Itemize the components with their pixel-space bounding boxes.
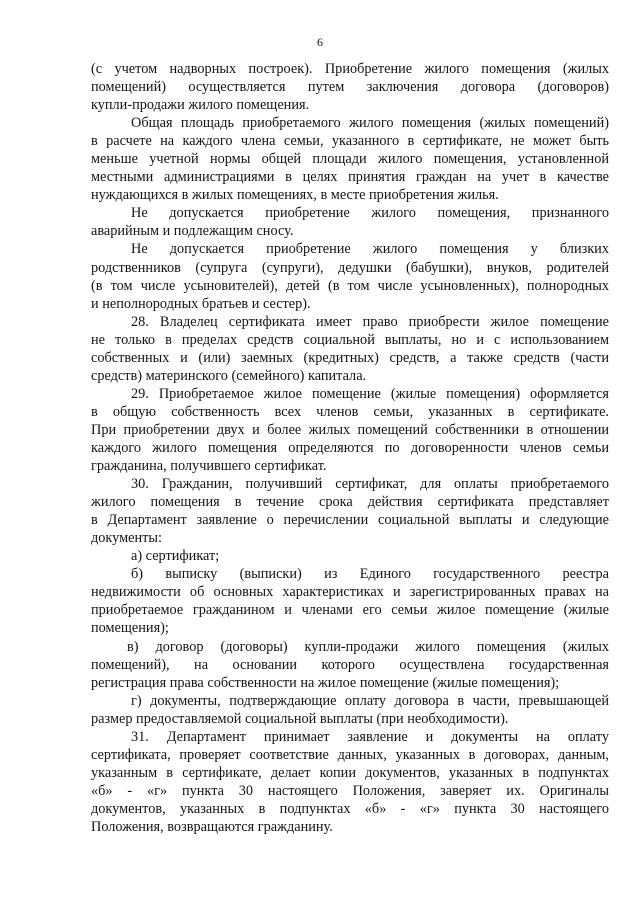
text-line: гражданина, получившего сертификат. <box>91 458 327 475</box>
document-body <box>91 60 609 836</box>
text-line: При приобретении двух и более жилых помещений собственники в отношении <box>91 421 609 438</box>
text-line: документов, указанных в подпунктах «б» - «г» пункта 30 настоящего <box>91 800 609 817</box>
text-line: сертификата, проверяет соответствие данных, указанных в договорах, данным, <box>91 746 609 763</box>
paragraph <box>91 475 609 547</box>
text-line: Общая площадь приобретаемого жилого помещения (жилых помещений) <box>131 115 609 132</box>
text-line: размер предоставляемой социальной выплаты (при необходимости). <box>91 710 509 727</box>
paragraph <box>91 60 609 114</box>
text-line: «б» - «г» пункта 30 настоящего Положения, заверяет их. Оригиналы <box>91 782 609 799</box>
text-line: 31. Департамент принимает заявление и документы на оплату <box>131 728 609 745</box>
text-line: б) выписку (выписки) из Единого государственного реестра <box>131 566 609 583</box>
page-number: 6 <box>317 35 323 49</box>
text-line: местными администрациями в целях принятия граждан на учет в качестве <box>91 169 609 186</box>
text-line: Не допускается приобретение жилого помещения у близких <box>131 241 609 258</box>
text-line: и неполнородных братьев и сестер). <box>91 295 311 312</box>
text-line: 30. Гражданин, получивший сертификат, для оплаты приобретаемого <box>131 476 609 493</box>
paragraph <box>91 692 609 728</box>
text-line: средств) материнского (семейного) капитала. <box>91 367 367 384</box>
paragraph <box>91 638 609 692</box>
text-line: приобретаемое гражданином и членами его семьи жилое помещение (жилые <box>91 602 609 619</box>
paragraph <box>91 565 609 637</box>
text-line: Положения, возвращаются гражданину. <box>91 818 333 835</box>
text-line: 28. Владелец сертификата имеет право приобрести жилое помещение <box>131 313 609 330</box>
text-line: г) документы, подтверждающие оплату договора в части, превышающей <box>131 692 609 709</box>
text-line: не только в пределах средств социальной выплаты, но и с использованием <box>91 331 609 348</box>
text-line: помещений) осуществляется путем заключения договора (договоров) <box>91 79 609 96</box>
text-line: в общую собственность всех членов семьи, указанных в сертификате. <box>91 403 609 420</box>
text-line: указанным в сертификате, делает копии документов, указанных в подпунктах <box>91 764 609 781</box>
text-line: в) договор (договоры) купли-продажи жилого помещения (жилых <box>127 638 609 655</box>
text-line: регистрация права собственности на жилое помещение (жилые помещения); <box>91 674 560 691</box>
paragraph <box>91 728 609 836</box>
paragraph <box>91 385 609 475</box>
text-line: меньше учетной нормы общей площади жилого помещения, установленной <box>91 151 609 168</box>
text-line: (в том числе усыновителей), детей (в том числе усыновленных), полнородных <box>91 277 609 294</box>
text-line: жилого помещения в течение срока действия сертификата представляет <box>91 494 609 511</box>
paragraph <box>91 114 609 204</box>
text-line: а) сертификат; <box>131 548 220 565</box>
text-line: в Департамент заявление о перечислении социальной выплаты и следующие <box>91 512 609 529</box>
text-line: собственных и (или) заемных (кредитных) средств, а также средств (части <box>91 349 609 366</box>
text-line: нуждающихся в жилых помещениях, в месте приобретения жилья. <box>91 187 499 204</box>
text-line: купли-продажи жилого помещения. <box>91 97 310 114</box>
paragraph <box>91 204 609 240</box>
text-line: документы: <box>91 530 162 547</box>
text-line: каждого жилого помещения определяются по договоренности членов семьи <box>91 439 609 456</box>
text-line: аварийным и подлежащим сносу. <box>91 223 294 240</box>
text-line: родственников (супруга (супруги), дедушки (бабушки), внуков, родителей <box>91 259 609 276</box>
text-line: недвижимости об основных характеристиках и зарегистрированных правах на <box>91 584 609 601</box>
paragraph <box>91 313 609 385</box>
text-line: помещения); <box>91 620 169 637</box>
text-line: (с учетом надворных построек). Приобретение жилого помещения (жилых <box>91 61 609 77</box>
text-line: 29. Приобретаемое жилое помещение (жилые помещения) оформляется <box>131 385 609 402</box>
text-line: в расчете на каждого члена семьи, указанного в сертификате, не может быть <box>91 133 609 150</box>
text-line: помещений), на основании которого осуществлена государственная <box>91 656 609 673</box>
text-line: Не допускается приобретение жилого помещения, признанного <box>131 205 609 222</box>
paragraph <box>91 240 609 312</box>
paragraph <box>91 547 609 565</box>
